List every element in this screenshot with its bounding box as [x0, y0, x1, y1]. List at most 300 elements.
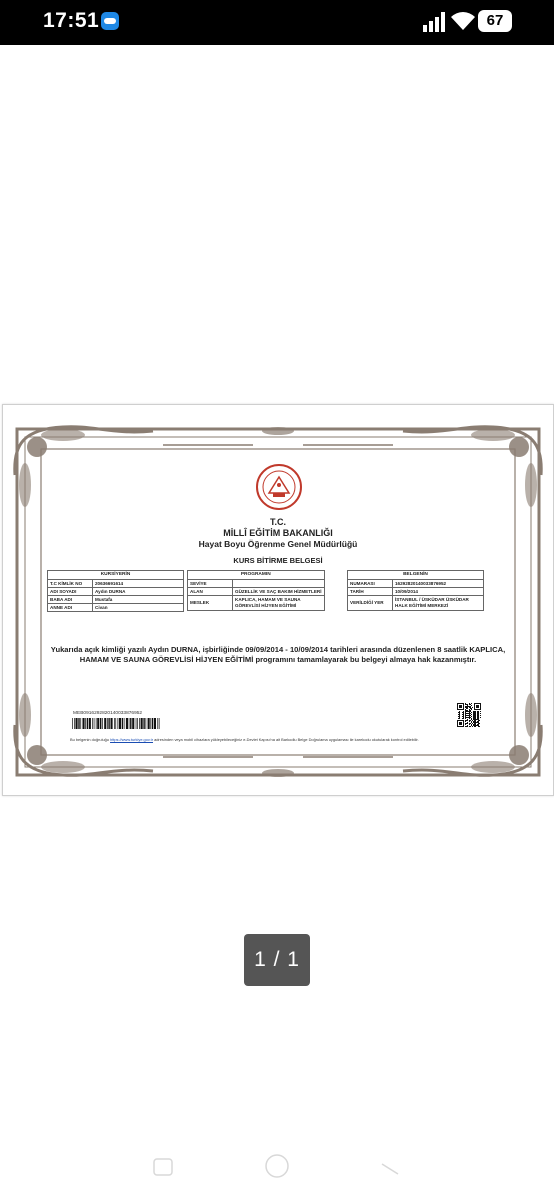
barcode-bar [83, 718, 85, 729]
qr-module [469, 709, 470, 710]
qr-module [477, 714, 478, 715]
qr-module [476, 722, 477, 723]
barcode-bar [124, 718, 125, 729]
qr-module [465, 714, 466, 715]
qr-module [477, 725, 478, 726]
qr-module [465, 707, 466, 708]
document-heading: BELGENİN [348, 571, 484, 580]
qr-module [477, 719, 478, 720]
trainee-heading: KURSİYERİN [48, 571, 184, 580]
qr-module [475, 717, 476, 718]
qr-module [477, 722, 478, 723]
qr-module [459, 718, 460, 719]
qr-module [472, 726, 473, 727]
trainee-key: T.C KİMLİK NO [48, 580, 93, 588]
qr-module [467, 704, 468, 705]
document-info-table [347, 570, 484, 611]
navigation-bar [0, 1150, 554, 1190]
qr-module [467, 715, 468, 716]
qr-module [474, 726, 475, 727]
qr-module [470, 708, 471, 709]
cloud-app-icon [101, 12, 119, 30]
qr-code-image [457, 703, 481, 727]
qr-module [478, 711, 479, 712]
trainee-value: 20636691614 [93, 580, 184, 588]
barcode-bar [76, 718, 78, 729]
qr-module [459, 715, 460, 716]
qr-module [474, 720, 475, 721]
barcode-bar [150, 718, 151, 729]
barcode-bar [87, 718, 88, 729]
document-value: 16292820140033876952 [393, 580, 484, 588]
qr-module [477, 713, 478, 714]
barcode-bar [119, 718, 121, 729]
qr-module [465, 720, 466, 721]
program-value: GÜZELLİK VE SAÇ BAKIM HİZMETLERİ [233, 588, 325, 596]
clock: 17:51 [43, 9, 100, 32]
qr-module [458, 716, 459, 717]
qr-module [465, 711, 466, 712]
barcode-bar [72, 718, 73, 729]
table-row [188, 588, 325, 596]
document-key: TARİH [348, 588, 393, 596]
qr-module [466, 707, 467, 708]
qr-module [469, 711, 470, 712]
qr-module [467, 722, 468, 723]
program-value [233, 580, 325, 588]
qr-module [468, 711, 469, 712]
qr-module [465, 726, 466, 727]
qr-module [473, 716, 474, 717]
qr-module [478, 725, 479, 726]
qr-module [475, 724, 476, 725]
qr-module [477, 724, 478, 725]
qr-module [466, 715, 467, 716]
qr-module [466, 723, 467, 724]
table-row [48, 604, 184, 612]
recent-apps-icon [154, 1159, 172, 1175]
qr-module [469, 707, 470, 708]
qr-module [477, 716, 478, 717]
back-icon [382, 1164, 398, 1174]
qr-module [463, 716, 464, 717]
qr-module [471, 725, 472, 726]
certificate-document[interactable] [2, 404, 554, 796]
qr-module [471, 703, 472, 704]
qr-module [465, 706, 466, 707]
qr-module [462, 718, 463, 719]
qr-module [478, 719, 479, 720]
verification-text-end: adresinden veya mobil cihazlara yükleyebileceğiniz e-Devlet Kapısı'na ait Barkodlu Belge Doğrulama uygulaması ile karekodu okutularak kontrol edilebilir. [154, 737, 419, 742]
barcode-bar [92, 718, 93, 729]
barcode-bar [94, 718, 95, 729]
qr-module [477, 718, 478, 719]
barcode-bar [100, 718, 101, 729]
qr-module [471, 712, 472, 713]
qr-module [475, 725, 476, 726]
qr-module [475, 712, 476, 713]
certificate-statement: Yukarıda açık kimliği yazılı Aydın DURNA, işbirliğinde 09/09/2014 - 10/09/2014 tarihleri arasında düzenlenen 8 saatlik KAPLICA, HAMAM VE SAUNA GÖREVLİSİ HİJYEN EĞİTİMİ programını tamamlayarak bu belgeyi almaya hak kazanmıştır. [50, 645, 506, 664]
qr-module [474, 721, 475, 722]
certificate-title: KURS BİTİRME BELGESİ [233, 556, 323, 565]
qr-module [469, 714, 470, 715]
qr-module [467, 720, 468, 721]
trainee-key: BABA ADI [48, 596, 93, 604]
barcode-bar [139, 718, 140, 729]
qr-module [471, 709, 472, 710]
barcode-image [72, 718, 160, 729]
qr-module [466, 713, 467, 714]
qr-module [467, 710, 468, 711]
qr-module [478, 724, 479, 725]
table-row [188, 596, 325, 611]
barcode-bar [107, 718, 108, 729]
qr-module [472, 720, 473, 721]
table-row [348, 588, 484, 596]
barcode-bar [85, 718, 86, 729]
qr-module [467, 705, 468, 706]
qr-module [465, 709, 466, 710]
qr-module [469, 703, 470, 704]
qr-module [465, 703, 466, 704]
qr-module [474, 724, 475, 725]
qr-module [465, 723, 466, 724]
header-directorate: Hayat Boyu Öğrenme Genel Müdürlüğü [198, 539, 358, 549]
qr-module [473, 719, 474, 720]
qr-module [463, 712, 464, 713]
verification-link[interactable]: https://www.turkiye.gov.tr [110, 737, 154, 742]
qr-module [473, 721, 474, 722]
barcode-bar [148, 718, 150, 729]
qr-module [465, 704, 466, 705]
qr-module [469, 721, 470, 722]
qr-module [462, 716, 463, 717]
qr-module [479, 723, 480, 724]
qr-module [465, 713, 466, 714]
qr-module [471, 705, 472, 706]
barcode-bar [159, 718, 160, 729]
qr-module [470, 720, 471, 721]
qr-module [468, 717, 469, 718]
barcode-bar [136, 718, 137, 729]
qr-module [470, 726, 471, 727]
qr-module [471, 719, 472, 720]
qr-module [469, 715, 470, 716]
qr-module [478, 721, 479, 722]
header-tc: T.C. [269, 517, 286, 527]
program-value: KAPLICA, HAMAM VE SAUNA GÖREVLİSİ HİJYEN EĞİTİMİ [233, 596, 325, 611]
table-row [48, 596, 184, 604]
qr-module [467, 719, 468, 720]
qr-module [466, 704, 467, 705]
qr-module [477, 721, 478, 722]
qr-module [459, 712, 460, 713]
qr-module [478, 716, 479, 717]
document-value: 10/09/2014 [393, 588, 484, 596]
qr-module [470, 710, 471, 711]
qr-module [465, 715, 466, 716]
barcode-bar [137, 718, 138, 729]
qr-module [472, 707, 473, 708]
qr-module [469, 720, 470, 721]
qr-module [466, 711, 467, 712]
qr-module [469, 712, 470, 713]
page-indicator: 1 / 1 [244, 934, 310, 986]
barcode-bar [104, 718, 106, 729]
qr-module [470, 713, 471, 714]
qr-module [474, 719, 475, 720]
trainee-value: Mustafa [93, 596, 184, 604]
qr-module [478, 713, 479, 714]
document-value: İSTANBUL / ÜSKÜDAR ÜSKÜDAR HALK EĞİTİMİ MERKEZİ [393, 596, 484, 611]
status-bar [0, 0, 554, 45]
certificate-header [3, 517, 553, 566]
qr-module [469, 713, 470, 714]
qr-module [459, 717, 460, 718]
barcode-number: MEB0916292820140033876952 [73, 711, 143, 716]
battery-indicator: 67 [478, 10, 512, 32]
qr-module [468, 715, 469, 716]
qr-module [476, 705, 479, 708]
qr-module [462, 714, 463, 715]
qr-module [477, 715, 478, 716]
recent-apps-button[interactable] [154, 1159, 172, 1175]
qr-module [467, 713, 468, 714]
home-icon [266, 1155, 288, 1177]
qr-module [458, 718, 459, 719]
qr-module [473, 724, 474, 725]
document-key: NUMARASI [348, 580, 393, 588]
qr-module [474, 723, 475, 724]
home-button[interactable] [266, 1155, 288, 1177]
qr-module [470, 707, 471, 708]
qr-module [465, 710, 466, 711]
qr-module [474, 711, 475, 712]
qr-module [458, 714, 459, 715]
barcode-bar [141, 718, 143, 729]
trainee-key: ADI SOYADI [48, 588, 93, 596]
qr-module [459, 711, 460, 712]
wifi-icon [451, 11, 475, 31]
qr-module [470, 706, 471, 707]
table-row [348, 580, 484, 588]
qr-module [467, 726, 468, 727]
qr-module [480, 717, 481, 718]
qr-module [473, 714, 474, 715]
barcode-bar [114, 718, 115, 729]
qr-module [465, 724, 466, 725]
document-key: VERİLDİĞİ YER [348, 596, 393, 611]
qr-module [475, 713, 476, 714]
qr-module [480, 715, 481, 716]
qr-module [475, 721, 476, 722]
verification-note [70, 737, 419, 742]
trainee-value: Aydın DURNA [93, 588, 184, 596]
qr-module [470, 717, 471, 718]
barcode-bar [122, 718, 123, 729]
qr-module [474, 725, 475, 726]
barcode-bar [118, 718, 119, 729]
qr-module [465, 717, 466, 718]
barcode-bar [154, 718, 156, 729]
barcode-bar [74, 718, 75, 729]
qr-module [466, 710, 467, 711]
table-row [48, 580, 184, 588]
qr-module [475, 722, 476, 723]
program-key: MESLEK [188, 596, 233, 611]
qr-module [467, 725, 468, 726]
qr-module [470, 711, 471, 712]
qr-module [463, 718, 464, 719]
qr-module [474, 715, 475, 716]
barcode-bar [143, 718, 144, 729]
qr-module [467, 706, 468, 707]
qr-module [463, 714, 464, 715]
barcode-bar [126, 718, 128, 729]
qr-module [463, 717, 464, 718]
barcode-bar [102, 718, 103, 729]
qr-module [465, 712, 466, 713]
barcode-bar [146, 718, 147, 729]
qr-module [478, 717, 479, 718]
qr-module [478, 726, 479, 727]
qr-module [463, 715, 464, 716]
qr-module [476, 725, 477, 726]
qr-module [469, 726, 470, 727]
program-key: ALAN [188, 588, 233, 596]
qr-module [475, 718, 476, 719]
qr-module [474, 716, 475, 717]
qr-module [473, 717, 474, 718]
qr-module [480, 711, 481, 712]
qr-module [475, 716, 476, 717]
qr-module [469, 724, 470, 725]
qr-module [473, 722, 474, 723]
qr-module [473, 725, 474, 726]
qr-module [474, 712, 475, 713]
qr-module [478, 718, 479, 719]
qr-module [469, 723, 470, 724]
qr-module [467, 711, 468, 712]
qr-module [475, 726, 476, 727]
trainee-table [47, 570, 184, 612]
barcode-bar [97, 718, 99, 729]
qr-module [475, 714, 476, 715]
table-row [188, 580, 325, 588]
barcode-bar [157, 718, 158, 729]
program-key: SEVİYE [188, 580, 233, 588]
qr-module [469, 717, 470, 718]
qr-module [472, 723, 473, 724]
trainee-key: ANNE ADI [48, 604, 93, 612]
back-button[interactable] [382, 1164, 398, 1174]
qr-module [467, 708, 468, 709]
qr-module [466, 717, 467, 718]
verification-text-start: Bu belgenin doğruluğu [70, 737, 109, 742]
qr-module [471, 721, 472, 722]
qr-module [459, 722, 462, 725]
qr-module [474, 718, 475, 719]
qr-module [473, 713, 474, 714]
signal-icon [423, 12, 445, 32]
qr-module [459, 705, 462, 708]
qr-module [473, 718, 474, 719]
qr-module [465, 716, 466, 717]
qr-module [480, 713, 481, 714]
barcode-bar [111, 718, 113, 729]
qr-module [459, 714, 460, 715]
qr-module [467, 707, 468, 708]
qr-module [475, 720, 476, 721]
qr-module [477, 712, 478, 713]
qr-module [473, 711, 474, 712]
qr-module [474, 713, 475, 714]
qr-module [475, 711, 476, 712]
barcode-bar [108, 718, 109, 729]
qr-module [466, 706, 467, 707]
qr-module [469, 706, 470, 707]
qr-module [478, 723, 479, 724]
qr-module [470, 723, 471, 724]
qr-module [474, 717, 475, 718]
qr-module [462, 712, 463, 713]
table-row [48, 588, 184, 596]
qr-module [479, 726, 480, 727]
ministry-logo [253, 463, 305, 511]
program-table [187, 570, 325, 611]
qr-module [458, 712, 459, 713]
qr-module [478, 714, 479, 715]
qr-module [478, 715, 479, 716]
qr-module [459, 716, 460, 717]
qr-module [471, 714, 472, 715]
qr-module [468, 706, 469, 707]
qr-module [467, 723, 468, 724]
qr-module [478, 722, 479, 723]
qr-module [476, 719, 477, 720]
qr-module [475, 715, 476, 716]
barcode-bar [115, 718, 116, 729]
qr-module [466, 708, 467, 709]
qr-module [475, 723, 476, 724]
barcode-bar [96, 718, 97, 729]
barcode-bar [152, 718, 153, 729]
qr-module [474, 722, 475, 723]
barcode-bar [78, 718, 79, 729]
qr-module [469, 718, 470, 719]
qr-module [467, 717, 468, 718]
header-ministry: MİLLÎ EĞİTİM BAKANLIĞI [223, 528, 333, 538]
qr-module [471, 718, 472, 719]
qr-module [474, 714, 475, 715]
qr-module [477, 711, 478, 712]
table-row [348, 596, 484, 611]
qr-module [468, 713, 469, 714]
qr-module [463, 711, 464, 712]
qr-module [473, 715, 474, 716]
program-heading: PROGRAMIN [188, 571, 325, 580]
qr-module [469, 704, 470, 705]
qr-module [469, 710, 470, 711]
qr-module [466, 726, 467, 727]
barcode-bar [80, 718, 81, 729]
barcode-bar [130, 718, 131, 729]
qr-module [475, 719, 476, 720]
barcode-bar [89, 718, 91, 729]
qr-module [473, 712, 474, 713]
qr-module [471, 724, 472, 725]
qr-module [478, 712, 479, 713]
